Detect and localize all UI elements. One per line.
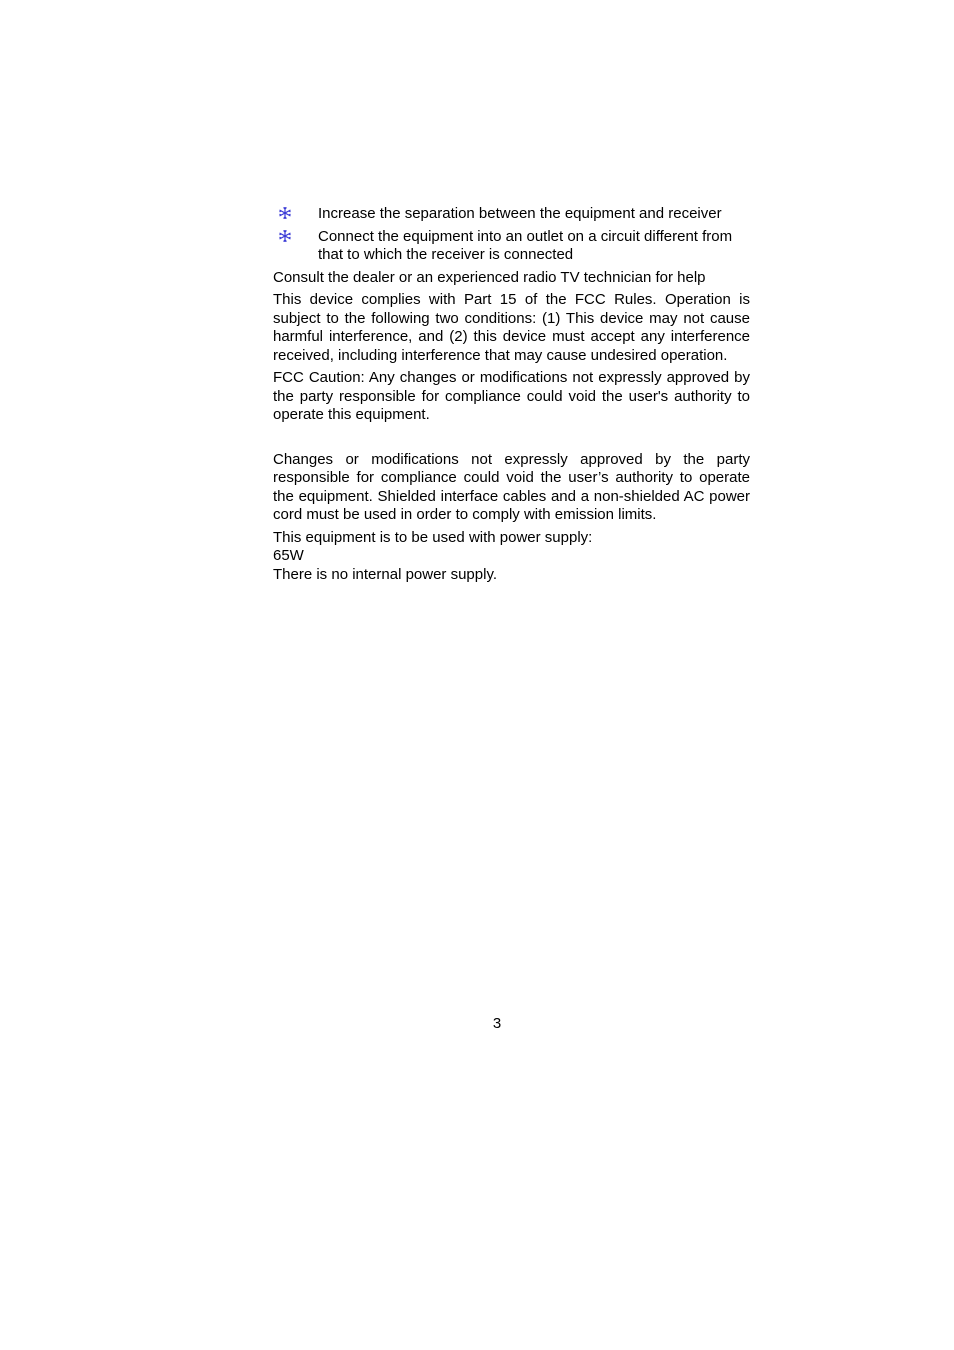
list-item-text: Connect the equipment into an outlet on a circuit different from that to which the receiver is connected <box>318 227 733 263</box>
snowflake-bullet-icon <box>278 228 292 244</box>
list-item <box>273 228 750 265</box>
snowflake-bullet-icon <box>278 205 292 221</box>
list-item <box>273 205 750 224</box>
page-number: 3 <box>492 1015 502 1032</box>
fcc-caution-paragraph: FCC Caution: Any changes or modifications not expressly approved by the party responsible for compliance could void the user's authority to operate this equipment. <box>273 369 750 423</box>
no-internal-supply-line: There is no internal power supply. <box>273 565 498 583</box>
changes-paragraph: Changes or modifications not expressly approved by the party responsible for compliance could void the user’s authority to operate the equipment. Shielded interface cables and a non-shielded AC power cord must be used in order to comply with emission limits. <box>273 450 750 523</box>
wattage-line: 65W <box>273 547 304 564</box>
power-supply-line: This equipment is to be used with power supply: <box>273 528 593 546</box>
part15-paragraph: This device complies with Part 15 of the FCC Rules. Operation is subject to the following two conditions: (1) This device may not cause harmful interference, and (2) this device must accept any interference received, including interference that may cause undesired operation. <box>273 291 750 364</box>
consult-paragraph: Consult the dealer or an experienced radio TV technician for help <box>273 268 706 286</box>
document-body <box>273 205 750 584</box>
list-item-text: Increase the separation between the equipment and receiver <box>318 205 722 222</box>
